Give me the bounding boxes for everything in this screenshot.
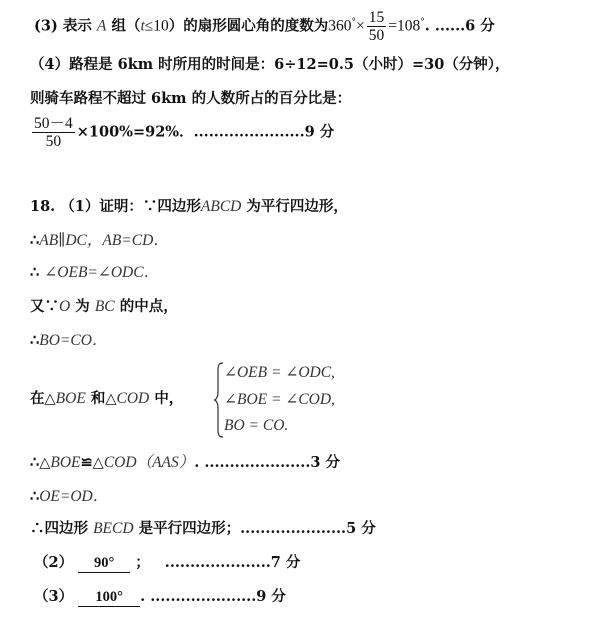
q18-line6 xyxy=(30,454,340,472)
q18-header-text: （1）证明：∵四边形 xyxy=(60,198,201,215)
q17-t-var: t xyxy=(140,17,145,35)
q18-line1 xyxy=(30,232,169,250)
q18-line3 xyxy=(30,298,178,316)
q18-line3-c: 的中点， xyxy=(119,298,178,315)
q18-line4-expr: BO=CO． xyxy=(39,332,108,349)
q17-360: 360 xyxy=(328,17,352,35)
q17-group-word: 组（ xyxy=(111,17,141,35)
q18-number: 18. xyxy=(30,198,56,215)
q18-part3 xyxy=(34,588,286,607)
q18-line8 xyxy=(30,520,376,538)
q18-line5-boe: BOE xyxy=(55,390,86,407)
q17-part4-score: ......................9 分 xyxy=(193,123,335,141)
q18-line8-a: ∴四边形 xyxy=(30,520,88,537)
q18-part2-label: （2） xyxy=(34,554,74,571)
q17-part4-calc xyxy=(30,116,334,149)
q18-part2 xyxy=(34,554,300,573)
q17-deg2: ° xyxy=(420,17,425,28)
q18-line6-aas: （AAS） xyxy=(136,454,195,471)
q18-line6-cong: ≌△ xyxy=(80,454,104,471)
q18-line7-expr: OE=OD． xyxy=(39,488,109,505)
q18-line6-score: . .....................3 分 xyxy=(194,454,341,471)
q17-part4-fraction-den: 50 xyxy=(45,133,62,150)
q18-shape-abcd: ABCD xyxy=(200,198,242,215)
q17-fraction-den: 50 xyxy=(368,27,385,44)
q18-line2 xyxy=(30,264,159,282)
q18-line2-sym: ∴ xyxy=(30,264,40,281)
q18-header xyxy=(30,198,348,216)
q17-times: × xyxy=(356,17,365,35)
q18-part2-answer: 90° xyxy=(78,554,130,573)
q17-part4-line2 xyxy=(30,90,351,108)
system-row-1: ∠OEB = ∠ODC, xyxy=(224,364,335,381)
q18-line7-sym: ∴ xyxy=(30,488,40,505)
q18-line6-a: ∴△ xyxy=(30,454,51,471)
q17-fraction xyxy=(367,10,387,43)
q17-eq: =108 xyxy=(388,17,421,35)
q17-part4-text2: 则骑车路程不超过 6km 的人数所占的百分比是： xyxy=(30,90,352,107)
q17-condition: ≤10 xyxy=(144,17,169,35)
q18-line5-b: 和△ xyxy=(90,390,117,407)
q18-line5-c: 中， xyxy=(154,390,184,407)
q18-line4-sym: ∴ xyxy=(30,332,40,349)
q17-fraction-num: 15 xyxy=(368,9,385,26)
congruence-system xyxy=(214,362,364,438)
q17-part3-score: . ......6 分 xyxy=(424,17,495,35)
q18-line1-sym: ∴ xyxy=(30,232,40,249)
q18-part2-semi: ； xyxy=(135,554,150,571)
q17-part4-fraction xyxy=(32,116,75,149)
q18-part3-score: . .....................9 分 xyxy=(140,588,286,605)
q17-part3-text: ）的扇形圆心角的度数为 xyxy=(168,17,329,35)
q17-part3-line xyxy=(34,10,495,43)
q18-line3-o: O xyxy=(59,298,71,315)
q18-line5 xyxy=(30,390,183,408)
q17-part4-text: （4）路程是 6km 时所用的时间是：6÷12=0.5（小时）=30（分钟）， xyxy=(30,56,510,73)
q18-line6-cod: COD xyxy=(103,454,137,471)
system-row-3: BO = CO. xyxy=(224,417,289,434)
q18-line6-boe: BOE xyxy=(50,454,81,471)
left-brace-icon xyxy=(214,362,224,438)
q18-line8-b: 是平行四边形； xyxy=(138,520,241,537)
q18-line8-shape: BECD xyxy=(93,520,134,537)
q18-header-tail: 为平行四边形， xyxy=(246,198,348,215)
q17-part4-result: ×100%=92%． xyxy=(76,123,194,141)
q18-line3-b: 为 xyxy=(75,298,90,315)
q18-part3-label: （3） xyxy=(34,588,74,605)
q18-line7 xyxy=(30,488,108,506)
q17-group-letter: A xyxy=(96,17,107,35)
q17-deg1: ° xyxy=(351,17,357,28)
q18-part3-answer: 100° xyxy=(78,588,140,607)
q18-line2-expr: ∠OEB=∠ODC． xyxy=(44,264,160,281)
q17-part4-fraction-num: 50－4 xyxy=(34,115,73,132)
q18-line1-expr: AB∥DC，AB=CD． xyxy=(39,232,169,249)
q17-part4-line xyxy=(30,56,510,74)
q17-part3-label: (3) 表示 xyxy=(34,17,92,35)
q18-part2-score: .....................7 分 xyxy=(164,554,301,571)
q18-line3-a: 又∵ xyxy=(30,298,59,315)
q18-line4 xyxy=(30,332,107,350)
system-row-2: ∠BOE = ∠COD, xyxy=(224,391,335,408)
q18-line5-cod: COD xyxy=(116,390,150,407)
q18-line3-bc: BC xyxy=(94,298,115,315)
q18-line8-score: .....................5 分 xyxy=(240,520,376,537)
q18-line5-a: 在△ xyxy=(30,390,56,407)
